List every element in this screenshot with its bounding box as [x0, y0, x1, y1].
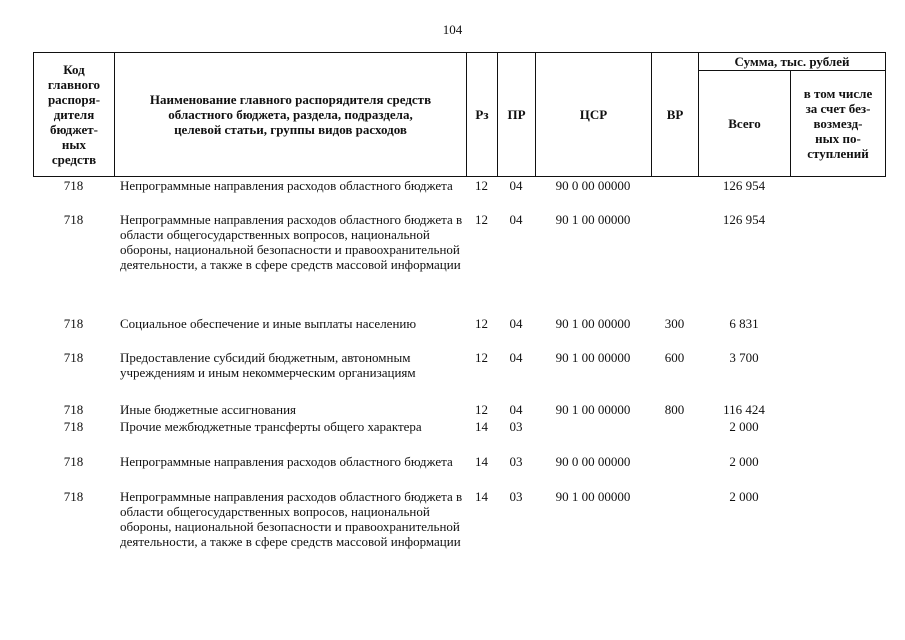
cell-total: 6 831: [729, 316, 759, 331]
cell-rz: 14: [475, 454, 488, 469]
cell-csr: 90 1 00 00000: [555, 350, 631, 365]
header-name: Наименование главного распорядителя средств областного бюджета, раздела, подраздела, целевой статьи, группы видов расходов: [149, 92, 432, 137]
cell-code: 718: [63, 316, 84, 331]
page-number: 104: [442, 22, 463, 37]
cell-total: 116 424: [723, 402, 765, 417]
cell-name: Иные бюджетные ассигнования: [120, 402, 297, 417]
cell-code: 718: [63, 350, 84, 365]
cell-rz: 14: [475, 489, 488, 504]
cell-total: 2 000: [729, 489, 759, 504]
cell-code: 718: [63, 402, 84, 417]
cell-vr: 800: [664, 402, 685, 417]
cell-total: 2 000: [729, 454, 759, 469]
cell-name: Непрограммные направления расходов областного бюджета в области общегосударственных вопросов, национальной обороны, национальной безопасности и правоохранительной деятельности, а также в сфере средств массовой информации: [120, 212, 463, 272]
cell-pr: 04: [509, 212, 523, 227]
cell-name: Непрограммные направления расходов областного бюджета: [120, 178, 453, 193]
cell-pr: 03: [509, 454, 523, 469]
cell-csr: 90 1 00 00000: [555, 316, 631, 331]
cell-rz: 12: [475, 178, 488, 193]
header-total: Всего: [728, 116, 761, 131]
cell-total: 126 954: [722, 178, 766, 193]
cell-name: Непрограммные направления расходов областного бюджета в области общегосударственных вопросов, национальной обороны, национальной безопасности и правоохранительной деятельности, а также в сфере средств массовой информации: [120, 489, 463, 549]
cell-pr: 03: [509, 419, 523, 434]
cell-csr: 90 1 00 00000: [555, 489, 631, 504]
cell-code: 718: [63, 489, 84, 504]
header-code: Код главного распоря- дителя бюджет- ных средств: [47, 62, 101, 167]
cell-csr: 90 0 00 00000: [555, 178, 631, 193]
cell-rz: 12: [475, 402, 488, 417]
cell-name: Непрограммные направления расходов областного бюджета: [120, 454, 453, 469]
header-vr: ВР: [666, 107, 684, 122]
cell-code: 718: [63, 454, 84, 469]
cell-name: Социальное обеспечение и иные выплаты населению: [120, 316, 417, 331]
cell-pr: 03: [509, 489, 523, 504]
cell-pr: 04: [509, 178, 523, 193]
cell-csr: 90 0 00 00000: [555, 454, 631, 469]
header-sum: Сумма, тыс. рублей: [734, 54, 850, 69]
cell-total: 126 954: [722, 212, 766, 227]
cell-total: 2 000: [729, 419, 759, 434]
header-rz: Рз: [475, 107, 489, 122]
cell-csr: 90 1 00 00000: [555, 212, 631, 227]
cell-total: 3 700: [729, 350, 759, 365]
cell-code: 718: [63, 419, 84, 434]
cell-pr: 04: [509, 350, 523, 365]
cell-rz: 12: [475, 212, 488, 227]
cell-rz: 12: [475, 350, 488, 365]
cell-csr: 90 1 00 00000: [555, 402, 631, 417]
cell-vr: 600: [664, 350, 685, 365]
header-csr: ЦСР: [579, 107, 608, 122]
header-bottom-border: [33, 176, 886, 177]
cell-name: Прочие межбюджетные трансферты общего характера: [120, 419, 422, 434]
header-pr: ПР: [507, 107, 526, 122]
cell-rz: 14: [475, 419, 488, 434]
cell-vr: 300: [664, 316, 685, 331]
cell-code: 718: [63, 212, 84, 227]
header-gratuitous: в том числе за счет без- возмезд- ных по- ступлений: [803, 86, 873, 161]
cell-code: 718: [63, 178, 84, 193]
cell-pr: 04: [509, 316, 523, 331]
cell-name: Предоставление субсидий бюджетным, автономным учреждениям и иным некоммерческим организациям: [120, 350, 416, 380]
cell-rz: 12: [475, 316, 488, 331]
col-border: [885, 52, 886, 177]
table-header: [33, 52, 886, 177]
cell-pr: 04: [509, 402, 523, 417]
